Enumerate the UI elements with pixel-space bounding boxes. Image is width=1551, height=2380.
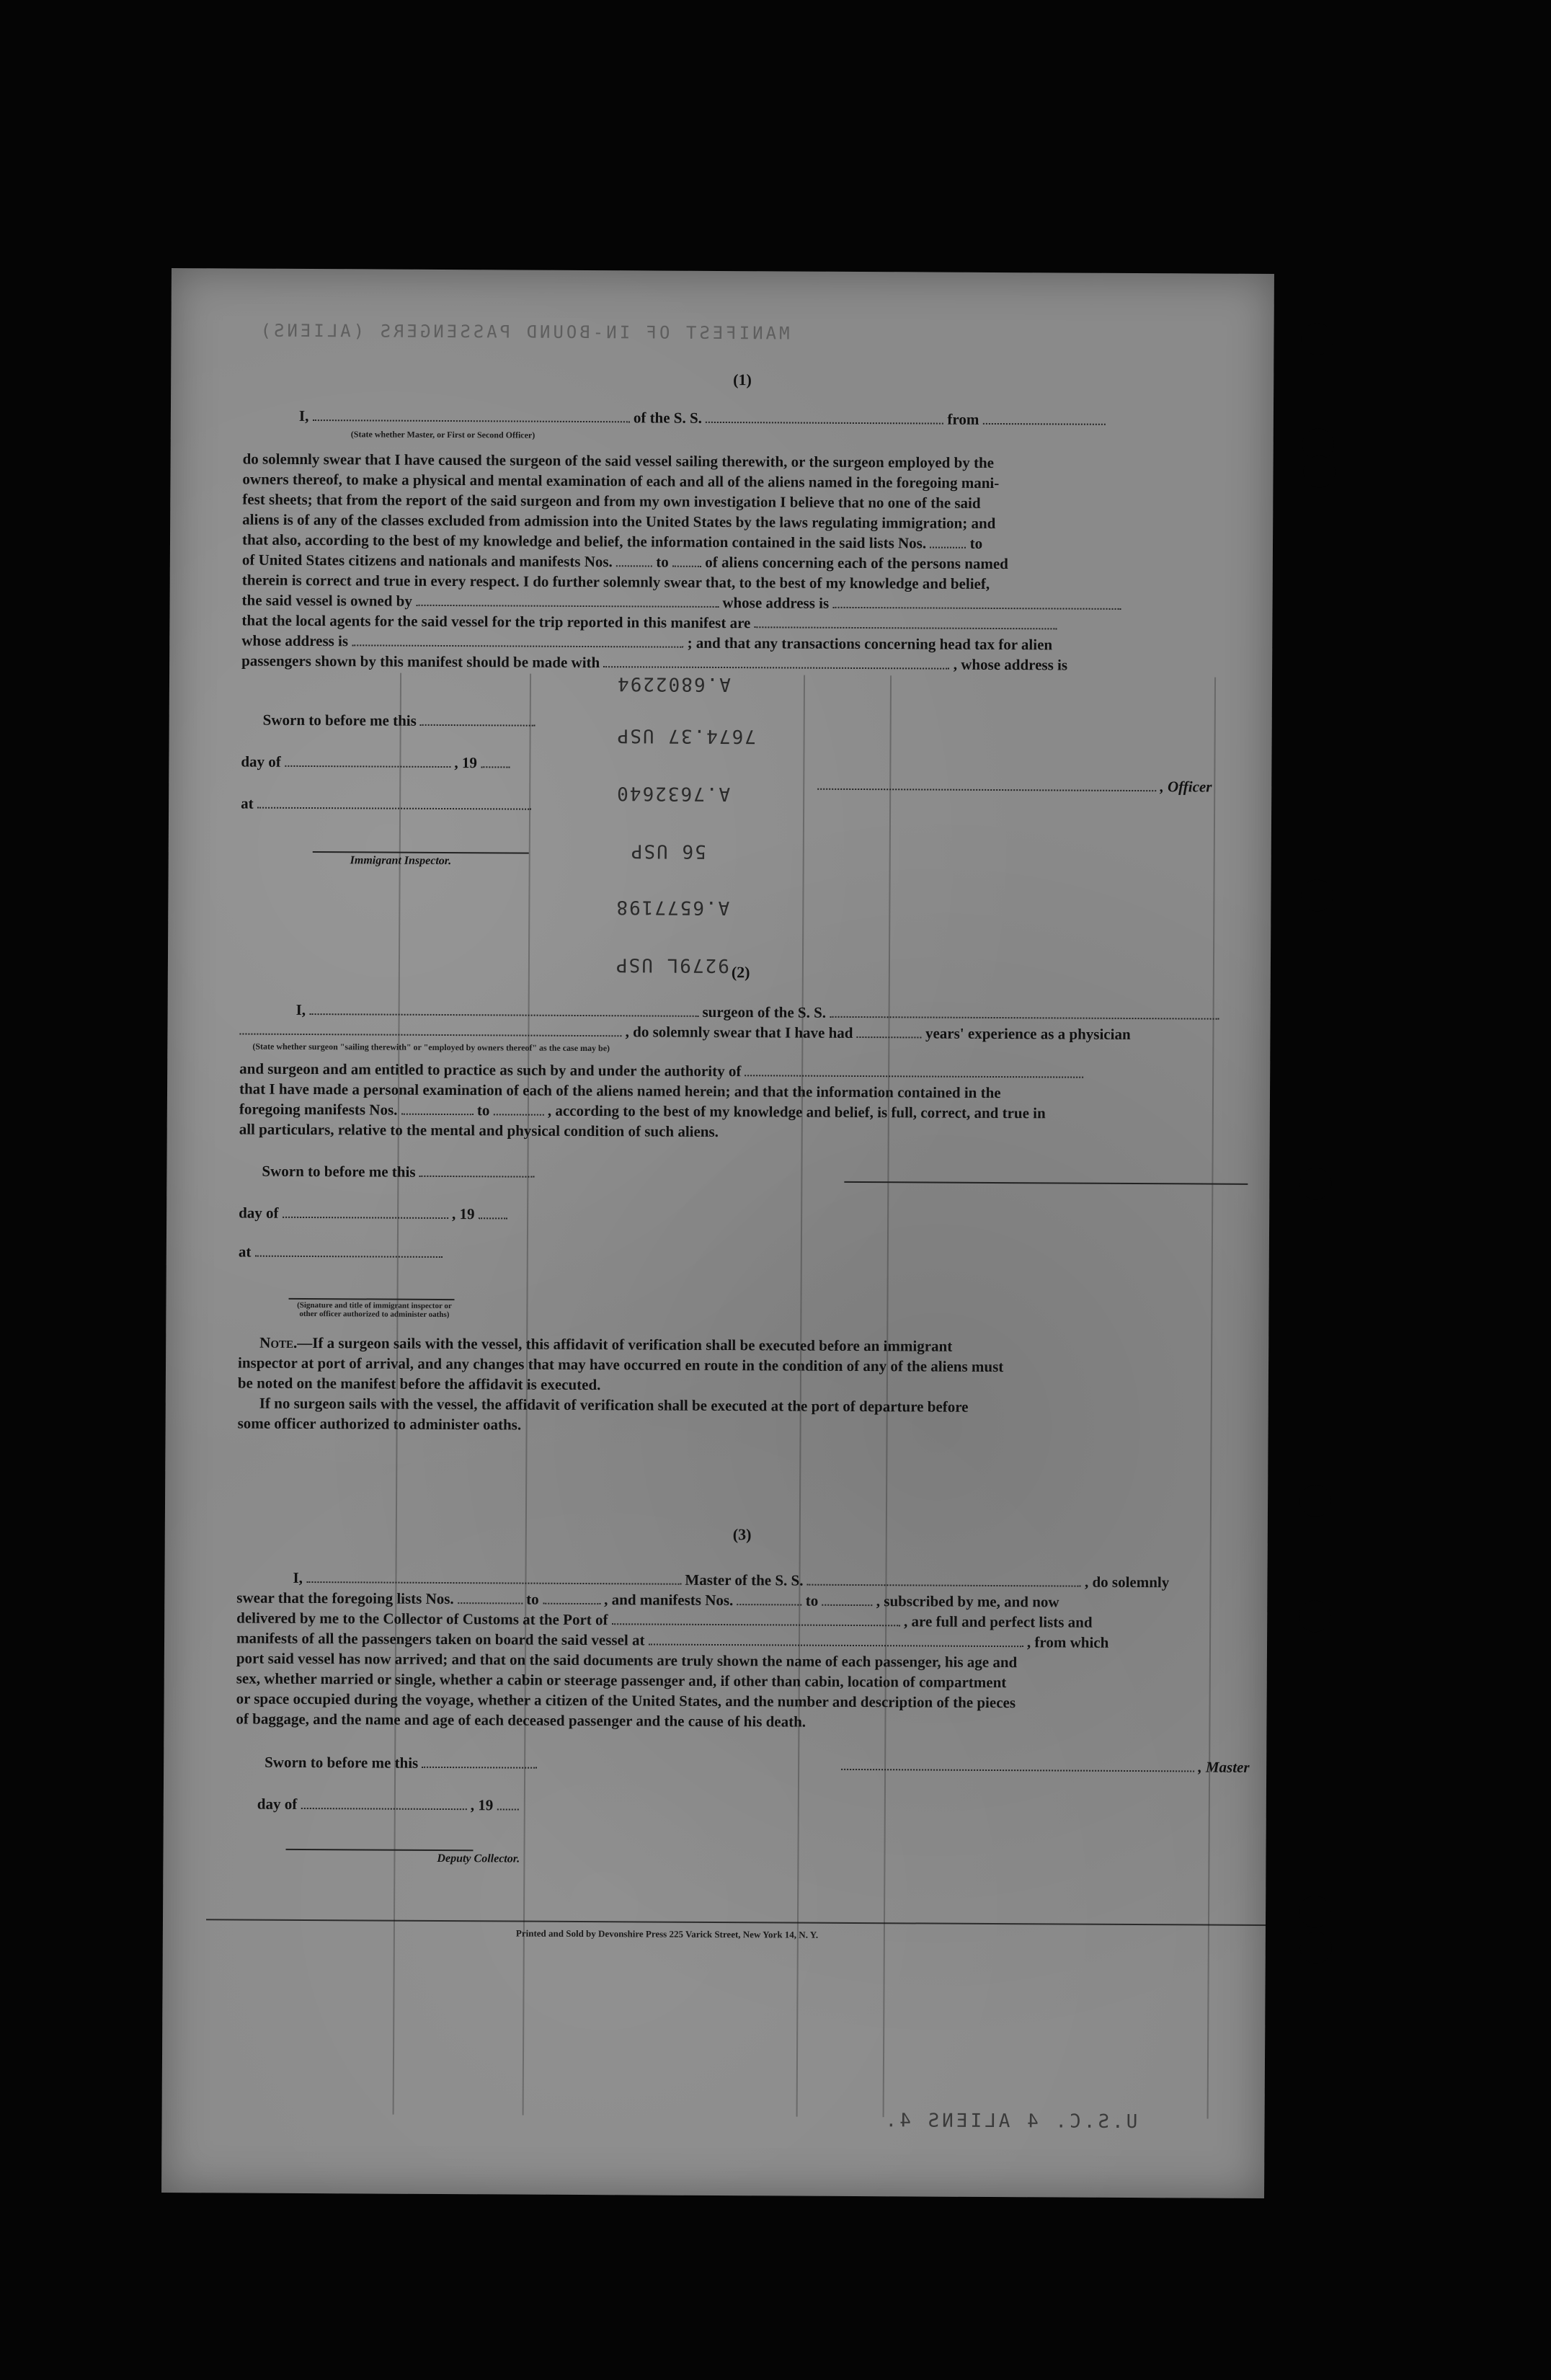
ghost-footer: U.S.C. 4 ALIENS 4. [882, 2110, 1138, 2133]
section3-body-5: or space occupied during the voyage, whether a citizen of the United States, and the number and description of the pieces [236, 1689, 1016, 1712]
sworn-3 [265, 1752, 537, 1774]
day-of-1 [241, 752, 510, 773]
ghost-header: MANIFEST OF IN-BOUND PASSENGERS (ALIENS) [257, 320, 790, 344]
day-of-label: day of [257, 1795, 298, 1813]
body-text: swear that the foregoing lists Nos. [236, 1589, 454, 1608]
year-label: , 19 [470, 1796, 494, 1814]
day-of-label: day of [239, 1204, 279, 1222]
day-of-label: day of [241, 752, 281, 771]
master-label: Master of the S. S. [685, 1571, 804, 1589]
at-label: at [241, 794, 254, 812]
note2-2: some officer authorized to administer oaths. [237, 1414, 522, 1434]
manifest-page [161, 268, 1274, 2198]
body-text: and surgeon and am entitled to practice as such by and under the authority of [239, 1060, 742, 1080]
section2-body-1: that I have made a personal examination of each of the aliens named herein; and that the information contained in the [239, 1080, 1001, 1102]
punch-hole [1299, 1168, 1331, 1199]
to-label: to [969, 534, 983, 552]
surgeon-sig-line [844, 1181, 1248, 1185]
to-label: to [526, 1590, 539, 1608]
day-of-2 [239, 1203, 507, 1225]
section2-number: (2) [731, 963, 750, 982]
year-label: , 19 [454, 754, 477, 772]
bleed-line [1207, 678, 1216, 2119]
punch-hole [1299, 1896, 1330, 1927]
inspector-caption: Immigrant Inspector. [350, 854, 452, 868]
sworn-label: Sworn to before me this [262, 1162, 416, 1181]
section1-body-1: owners thereof, to make a physical and mental examination of each and all of the aliens named in the foregoing mani- [242, 470, 1000, 492]
section1-body-2: fest sheets; that from the report of the said surgeon and from my own investigation I believe that no one of the said [242, 490, 981, 512]
body-text: that the local agents for the said vessel for the trip reported in this manifest are [241, 611, 751, 632]
section3-number: (3) [732, 1525, 752, 1544]
note-text: —If a surgeon sails with the vessel, this affidavit of verification shall be executed before an immigrant [297, 1333, 953, 1355]
body-text: , subscribed by me, and now [876, 1592, 1059, 1611]
note-3: be noted on the manifest before the affidavit is executed. [237, 1374, 601, 1394]
deputy-sig-line [286, 1849, 474, 1851]
section1-line1 [299, 406, 1301, 431]
body-text: , are full and perfect lists and [903, 1612, 1093, 1631]
punch-hole [1303, 456, 1335, 487]
stamp-number: A.6802294 [615, 672, 731, 696]
i-label: I, [298, 407, 309, 425]
surgeon-label: surgeon of the S. S. [702, 1003, 827, 1021]
punch-hole [1299, 1600, 1330, 1632]
body-text: the said vessel is owned by [241, 591, 412, 610]
year-label: , 19 [452, 1205, 475, 1223]
of-ss-label: of the S. S. [633, 409, 703, 427]
body-text: whose address is [722, 594, 830, 612]
note-label: Note. [259, 1333, 298, 1351]
punch-hole [1301, 879, 1333, 911]
stamp-number: 7674.37 USP [615, 724, 756, 747]
note2-1: If no surgeon sails with the vessel, the affidavit of verification shall be executed at the port of departure before [259, 1394, 969, 1416]
to-label: to [805, 1591, 819, 1609]
section1-body-3: aliens is of any of the classes excluded from admission into the United States by the laws regulating immigration; and [242, 510, 996, 532]
stamp-number: 9279L USP [614, 954, 729, 977]
body-text: of United States citizens and nationals and manifests Nos. [241, 551, 613, 571]
section2-note: (State whether surgeon "sailing therewith" or "employed by owners thereof" as the case may be) [252, 1041, 610, 1054]
day-of-3 [257, 1794, 519, 1816]
section3-body-3: port said vessel has now arrived; and that on the said documents are truly shown the name of each passenger, his age and [236, 1649, 1018, 1671]
punch-hole [1301, 323, 1333, 355]
master-sig-row [841, 1755, 1250, 1777]
sworn-label: Sworn to before me this [262, 711, 417, 729]
body-text: , from which [1026, 1633, 1109, 1651]
sworn-1 [263, 710, 535, 732]
to-label: to [656, 553, 669, 571]
at-1 [241, 794, 531, 815]
at-label: at [238, 1243, 252, 1261]
sworn-2 [262, 1161, 534, 1183]
body-text: , do solemnly swear that I have had [625, 1023, 853, 1042]
body-text: delivered by me to the Collector of Customs at the Port of [236, 1609, 608, 1629]
punch-hole [1300, 1932, 1332, 1963]
section3-body-6: of baggage, and the name and age of each deceased passenger and the cause of his death. [236, 1710, 806, 1731]
body-text: years' experience as a physician [925, 1024, 1131, 1043]
section1-number: (1) [733, 370, 752, 389]
sworn-label: Sworn to before me this [265, 1753, 419, 1772]
section1-body-0: do solemnly swear that I have caused the surgeon of the said vessel sailing therewith, or the surgeon employed by the [242, 450, 995, 471]
printer-line: Printed and Sold by Devonshire Press 225 Varick Street, New York 14, N. Y. [515, 1927, 819, 1940]
section1-body-10-row [241, 651, 1067, 675]
body-text: , do solemnly [1084, 1573, 1170, 1591]
stamp-number: A.6577198 [615, 896, 730, 919]
punch-hole [1299, 1485, 1331, 1517]
stamp-number: 56 USP [629, 840, 706, 862]
body-text: foregoing manifests Nos. [239, 1100, 398, 1119]
section2-body-3: all particulars, relative to the mental and physical condition of such aliens. [239, 1120, 719, 1140]
officer-sig-row [817, 775, 1212, 797]
section3-body-4: sex, whether married or single, whether a cabin or steerage passenger and, if other than cabin, location of compartment [236, 1669, 1007, 1692]
section1-body-6: therein is correct and true in every respect. I do further solemnly swear that, to the best of my knowledge and belief, [241, 571, 990, 592]
note-2: inspector at port of arrival, and any changes that may have occurred en route in the condition of any of the aliens must [237, 1354, 1004, 1376]
to-label: to [476, 1101, 490, 1119]
section2-line2 [239, 1020, 1130, 1044]
i-label: I, [293, 1568, 303, 1586]
stamp-number: A.7632640 [615, 782, 731, 805]
body-text: manifests of all the passengers taken on board the said vessel at [236, 1629, 645, 1649]
body-text: that also, according to the best of my knowledge and belief, the information contained in the said lists Nos. [241, 530, 927, 552]
from-label: from [947, 410, 979, 428]
sig-caption: (Signature and title of immigrant inspector or other officer authorized to administer oaths) [297, 1300, 452, 1320]
body-text: , according to the best of my knowledge and belief, is full, correct, and true in [547, 1101, 1046, 1122]
section1-note: (State whether Master, or First or Second Officer) [350, 429, 535, 440]
body-text: , and manifests Nos. [604, 1591, 734, 1609]
master-sig-label: , Master [1198, 1758, 1250, 1776]
officer-label: , Officer [1160, 778, 1212, 796]
i-label: I, [295, 1000, 306, 1018]
deputy-caption: Deputy Collector. [437, 1852, 520, 1865]
bottom-rule [206, 1919, 1266, 1926]
body-text: of aliens concerning each of the persons named [705, 553, 1008, 573]
official-sig-line [289, 1298, 455, 1300]
body-text: passengers shown by this manifest should be made with [241, 652, 600, 672]
body-text: , whose address is [953, 655, 1068, 674]
body-text: whose address is [241, 631, 349, 650]
inspector-sig-line [313, 851, 529, 854]
at-2 [239, 1242, 443, 1263]
body-text: ; and that any transactions concerning head tax for alien [687, 634, 1053, 654]
